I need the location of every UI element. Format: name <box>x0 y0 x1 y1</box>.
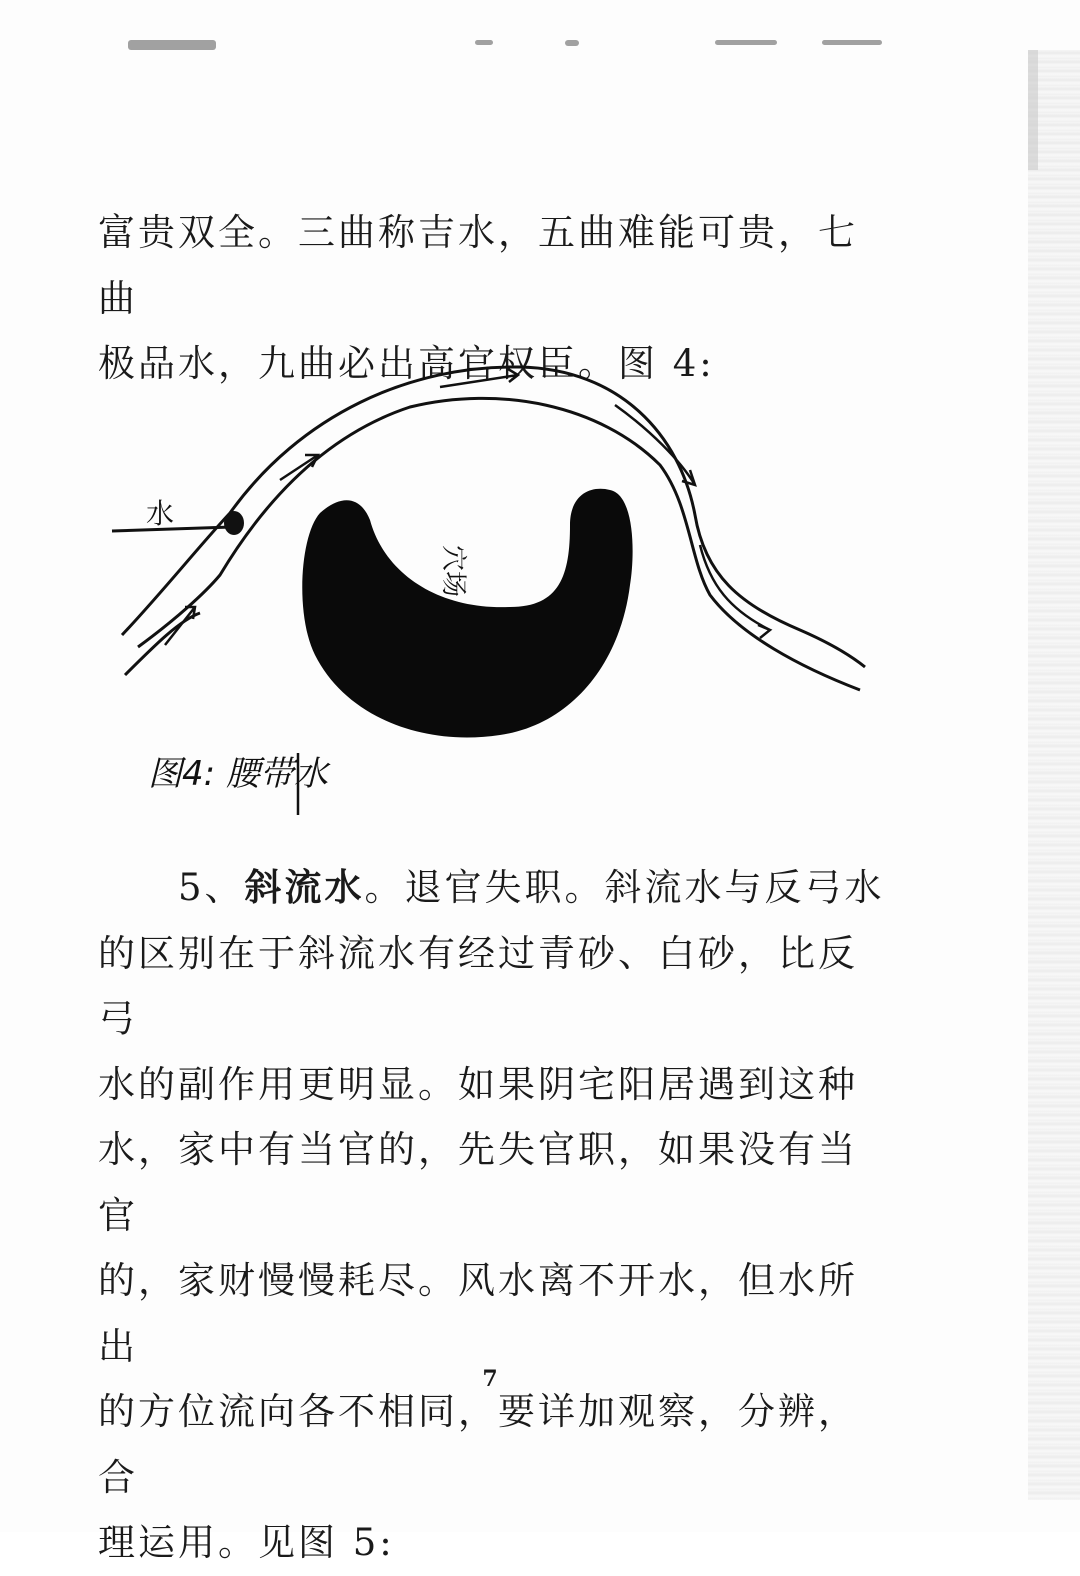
section-number: 5、 <box>178 866 245 909</box>
text-span: 。退官失职。斜流水与反弓水 <box>364 866 885 909</box>
site-label: 穴场 <box>438 545 468 598</box>
section-term: 斜流水 <box>244 865 365 909</box>
text-line: 极品水，九曲必出高官权臣。图 4: <box>98 342 715 385</box>
scan-noise <box>128 40 216 50</box>
text-line: 理运用。见图 5: <box>98 1521 395 1564</box>
flow-arrow-icon <box>165 369 770 645</box>
text-line: 水，家中有当官的，先失官职，如果没有当官 <box>98 1128 858 1237</box>
text-line: 富贵双全。三曲称吉水，五曲难能可贵，七曲 <box>98 211 858 320</box>
text-line <box>98 855 888 921</box>
text-line: 水的副作用更明显。如果阴宅阳居遇到这种 <box>98 1062 858 1106</box>
text-line: 的区别在于斜流水有经过青砂、白砂，比反弓 <box>98 931 858 1040</box>
water-label: 水 <box>146 497 175 530</box>
scan-noise <box>822 40 882 45</box>
figure-caption: 图4: 腰带水 <box>148 754 328 794</box>
page-number: 7 <box>482 1366 498 1392</box>
site-blob <box>302 489 632 738</box>
scan-noise <box>715 40 777 45</box>
scan-noise <box>565 40 579 46</box>
text-line: 的，家财慢慢耗尽。风水离不开水，但水所出 <box>98 1259 858 1368</box>
figure-4-diagram <box>100 345 880 825</box>
river-inlet <box>125 613 200 675</box>
paragraph-2 <box>98 855 888 1576</box>
scan-edge-shadow <box>1028 50 1080 1500</box>
text-line: 的方位流向各不相同，要详加观察，分辨，合 <box>98 1390 858 1499</box>
scan-noise <box>475 40 493 45</box>
